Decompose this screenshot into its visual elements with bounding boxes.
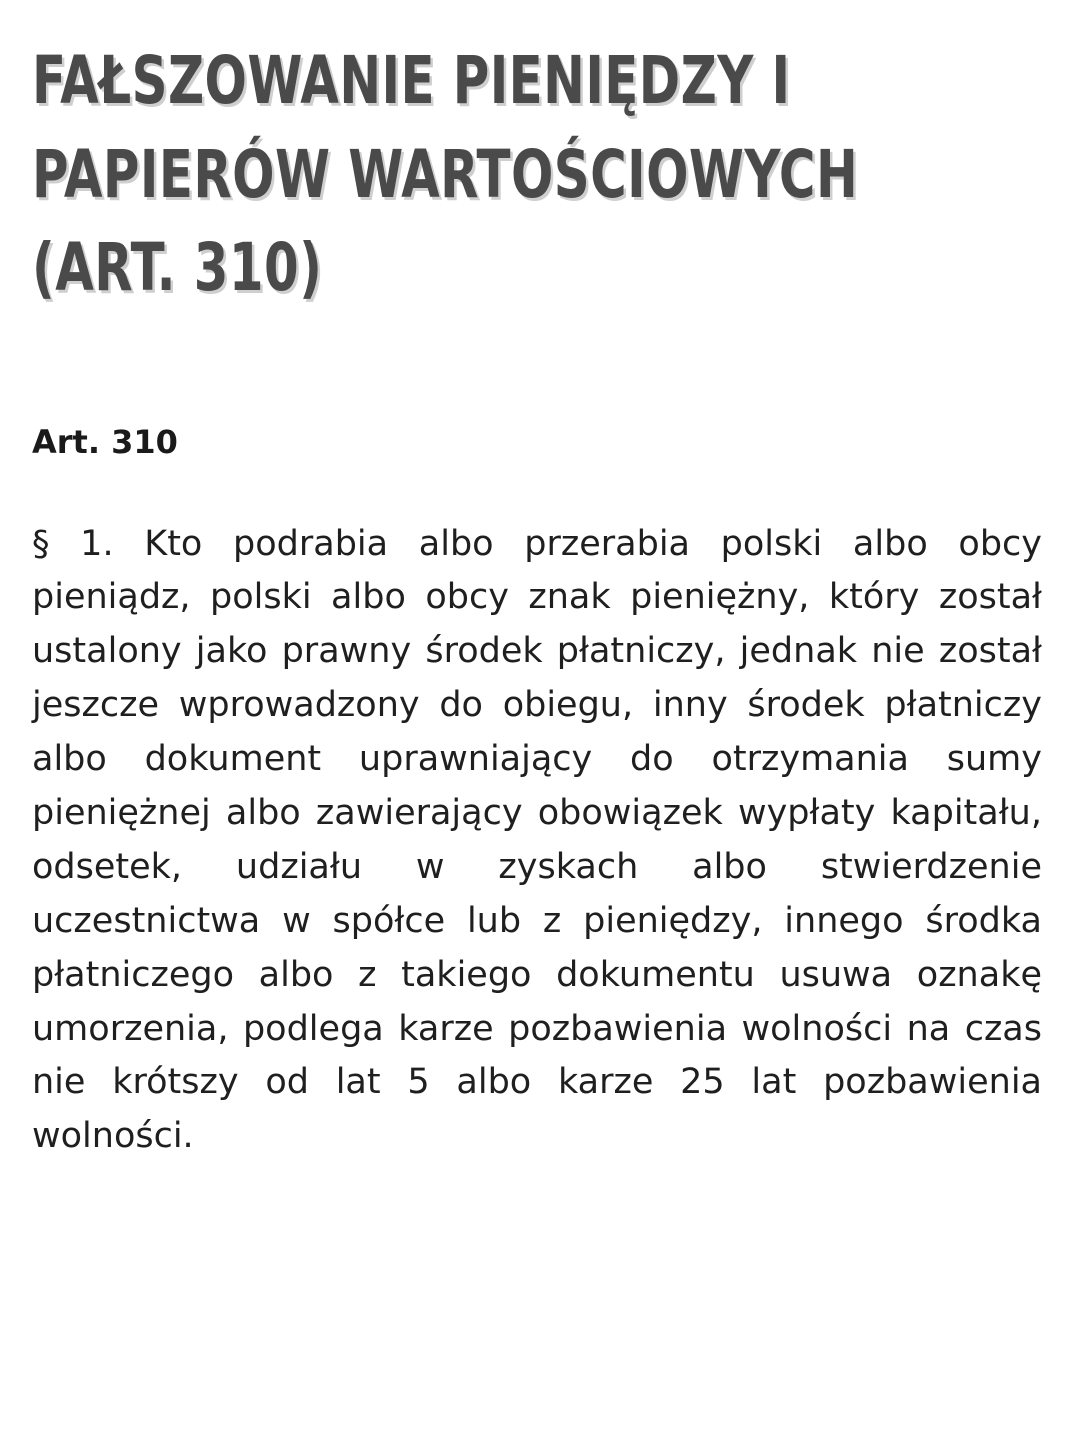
article-paragraph-1: § 1. Kto podrabia albo przerabia polski albo obcy pieniądz, polski albo obcy znak pieniężny, który został ustalony jako prawny środek płatniczy, jednak nie został jeszcze wprowadzony do obiegu, inny środek płatniczy albo dokument uprawniający do otrzymania sumy pieniężnej albo zawierający obowiązek wypłaty kapitału, odsetek, udziału w zyskach albo stwierdzenie uczestnictwa w spółce lub z pieniędzy, innego środka płatniczego albo z takiego dokumentu usuwa oznakę umorzenia, podlega karze pozbawienia wolności na czas nie krótszy od lat 5 albo karze 25 lat pozbawienia wolności.: [32, 523, 1042, 1157]
article-label: Art. 310: [32, 423, 178, 462]
page-title: FAŁSZOWANIE PIENIĘDZY I PAPIERÓW WARTOŚCIOWYCH (ART. 310): [32, 42, 859, 307]
